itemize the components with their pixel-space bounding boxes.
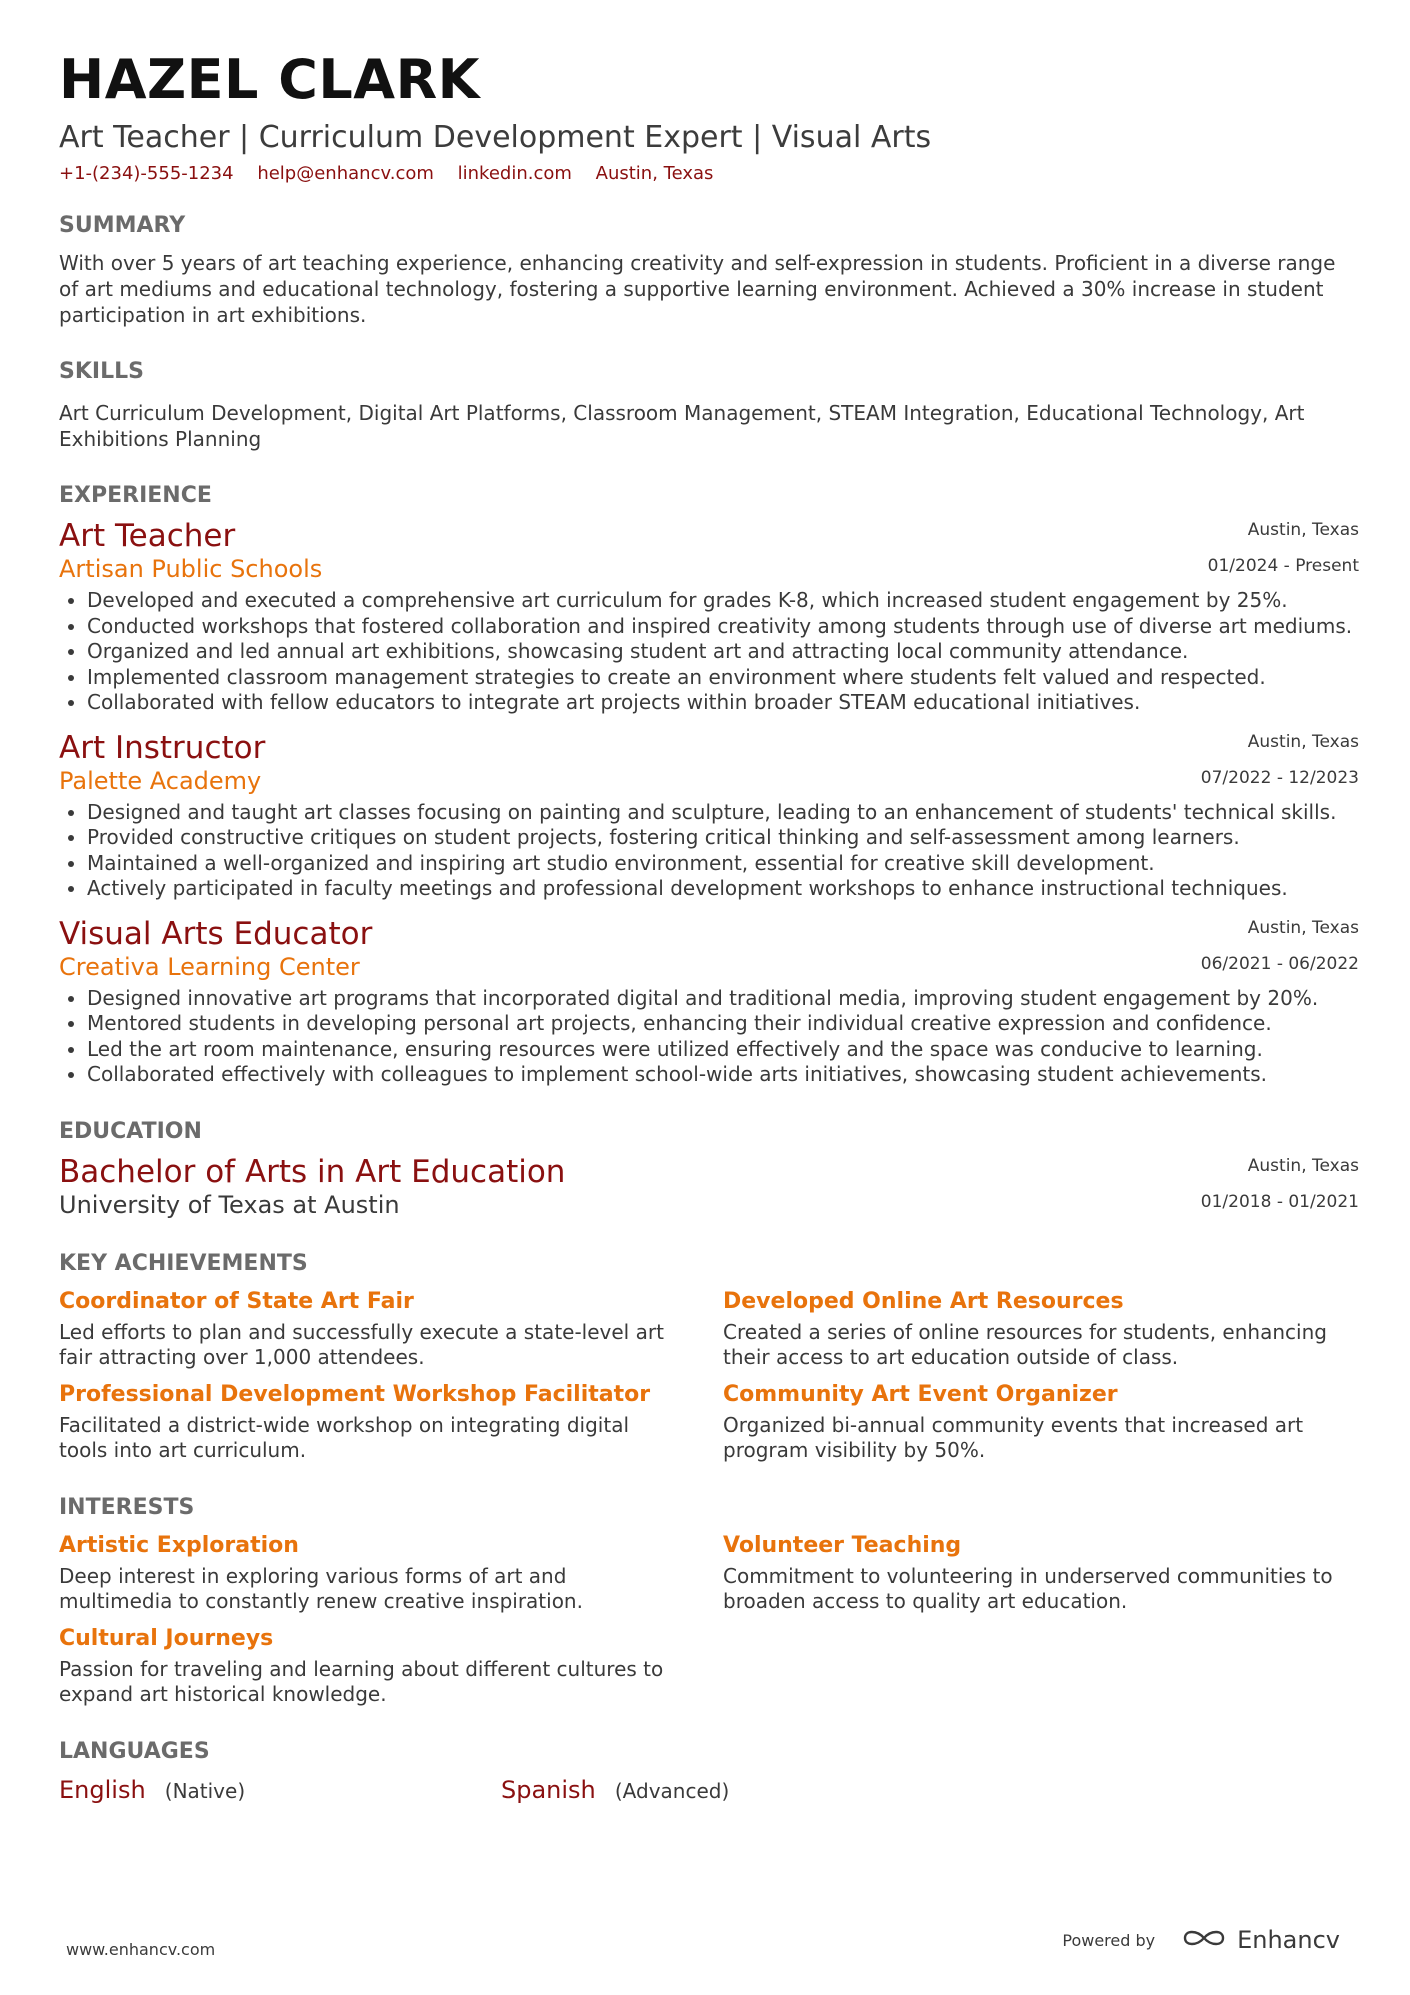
education-entry bbox=[59, 1154, 1359, 1220]
job-bullet: • Maintained a well-organized and inspiring art studio environment, essential for creative skill development. bbox=[87, 851, 1359, 877]
achievement-title: Developed Online Art Resources bbox=[723, 1288, 1124, 1314]
language-item bbox=[59, 1776, 501, 1804]
achievement-title: Professional Development Workshop Facilitator bbox=[59, 1381, 651, 1407]
job-dates: 01/2024 - Present bbox=[1207, 556, 1359, 576]
contact-email[interactable]: help@enhancv.com bbox=[257, 163, 434, 184]
achievements-section-title: KEY ACHIEVEMENTS bbox=[59, 1250, 308, 1276]
languages-list bbox=[59, 1776, 1359, 1804]
interest-item bbox=[59, 1522, 723, 1615]
achievement-title: Community Art Event Organizer bbox=[723, 1381, 1118, 1407]
skills-text: Art Curriculum Development, Digital Art Platforms, Classroom Management, STEAM Integration, Educational Technology, Art Exhibitions Planning bbox=[59, 401, 1305, 451]
interest-item bbox=[723, 1522, 1359, 1615]
interest-desc: Commitment to volunteering in underserved communities to broaden access to quality art education. bbox=[723, 1563, 1333, 1613]
job-bullet: • Designed and taught art classes focusing on painting and sculpture, leading to an enhancement of students' technical skills. bbox=[87, 800, 1359, 826]
job-bullet: • Provided constructive critiques on student projects, fostering critical thinking and self-assessment among learners. bbox=[87, 825, 1359, 851]
achievement-title: Coordinator of State Art Fair bbox=[59, 1288, 414, 1314]
achievement-desc: Led efforts to plan and successfully execute a state-level art fair attracting over 1,000 attendees. bbox=[59, 1319, 664, 1369]
job-location: Austin, Texas bbox=[1247, 917, 1359, 938]
degree-title: Bachelor of Arts in Art Education bbox=[59, 1153, 566, 1190]
job-bullet: • Implemented classroom management strategies to create an environment where students felt valued and respected. bbox=[87, 665, 1359, 691]
job-bullet: • Led the art room maintenance, ensuring resources were utilized effectively and the space was conducive to learning. bbox=[87, 1037, 1359, 1063]
job-bullet: • Conducted workshops that fostered collaboration and inspired creativity among students through use of diverse art mediums. bbox=[87, 614, 1359, 640]
school-name: University of Texas at Austin bbox=[59, 1190, 400, 1219]
interest-title: Volunteer Teaching bbox=[723, 1532, 962, 1558]
job-bullet: • Organized and led annual art exhibitions, showcasing student art and attracting local community attendance. bbox=[87, 639, 1359, 665]
language-level: (Native) bbox=[164, 1778, 246, 1803]
job-bullets bbox=[59, 986, 1359, 1088]
achievement-desc: Facilitated a district-wide workshop on integrating digital tools into art curriculum. bbox=[59, 1412, 630, 1462]
skills-section-title: SKILLS bbox=[59, 359, 144, 384]
experience-section-title: EXPERIENCE bbox=[59, 483, 212, 508]
interest-title: Artistic Exploration bbox=[59, 1532, 299, 1558]
contact-location: Austin, Texas bbox=[595, 163, 714, 184]
job-title: Visual Arts Educator bbox=[59, 915, 373, 952]
job-entry bbox=[59, 730, 1359, 902]
language-name: Spanish bbox=[501, 1775, 596, 1804]
languages-section-title: LANGUAGES bbox=[59, 1738, 210, 1764]
achievement-item bbox=[723, 1371, 1359, 1464]
job-location: Austin, Texas bbox=[1247, 520, 1359, 540]
job-dates: 06/2021 - 06/2022 bbox=[1200, 953, 1359, 974]
interest-desc: Passion for traveling and learning about different cultures to expand art historical knowledge. bbox=[59, 1656, 664, 1706]
brand-name: Enhancv bbox=[1237, 1926, 1340, 1954]
job-company: Palette Academy bbox=[59, 766, 262, 795]
job-bullet: • Designed innovative art programs that incorporated digital and traditional media, improving student engagement by 20%. bbox=[87, 986, 1359, 1012]
resume-page bbox=[59, 48, 1359, 1804]
job-company: Creativa Learning Center bbox=[59, 952, 360, 981]
job-bullet: • Developed and executed a comprehensive art curriculum for grades K-8, which increased student engagement by 25%. bbox=[87, 588, 1359, 614]
powered-by-label: Powered by bbox=[1062, 1930, 1156, 1950]
enhancv-logo-icon bbox=[1181, 1926, 1227, 1954]
interest-desc: Deep interest in exploring various forms of art and multimedia to constantly renew creative inspiration. bbox=[59, 1563, 583, 1613]
job-entry bbox=[59, 916, 1359, 1088]
job-bullet: • Actively participated in faculty meetings and professional development workshops to enhance instructional techniques. bbox=[87, 876, 1359, 902]
interest-item bbox=[59, 1615, 723, 1708]
language-name: English bbox=[59, 1775, 146, 1804]
footer-website[interactable]: www.enhancv.com bbox=[66, 1940, 216, 1959]
achievement-item bbox=[59, 1278, 723, 1371]
language-item bbox=[501, 1776, 943, 1804]
summary-text: With over 5 years of art teaching experience, enhancing creativity and self-expression in students. Proficient in a diverse range of art mediums and educational technology, fostering a supportive learning environment. Achieved a 30% increase in student participation in art exhibitions. bbox=[59, 251, 1336, 327]
education-location: Austin, Texas bbox=[1247, 1155, 1359, 1176]
education-dates: 01/2018 - 01/2021 bbox=[1200, 1191, 1359, 1212]
language-level: (Advanced) bbox=[614, 1778, 730, 1803]
job-company: Artisan Public Schools bbox=[59, 555, 323, 583]
achievements-grid bbox=[59, 1278, 1359, 1464]
interests-grid bbox=[59, 1522, 1359, 1708]
interests-section-title: INTERESTS bbox=[59, 1494, 195, 1520]
job-bullet: • Collaborated effectively with colleagues to implement school-wide arts initiatives, showcasing student achievements. bbox=[87, 1062, 1359, 1088]
achievement-item bbox=[723, 1278, 1359, 1371]
education-section-title: EDUCATION bbox=[59, 1118, 202, 1144]
contact-linkedin[interactable]: linkedin.com bbox=[457, 163, 572, 184]
job-bullet: • Mentored students in developing personal art projects, enhancing their individual creative expression and confidence. bbox=[87, 1011, 1359, 1037]
contact-info bbox=[59, 162, 1359, 186]
job-location: Austin, Texas bbox=[1247, 731, 1359, 752]
job-title: Art Instructor bbox=[59, 729, 266, 766]
job-dates: 07/2022 - 12/2023 bbox=[1200, 767, 1359, 788]
headline: Art Teacher | Curriculum Development Expert | Visual Arts bbox=[59, 120, 932, 155]
contact-phone[interactable]: +1-(234)-555-1234 bbox=[59, 163, 234, 184]
candidate-name: HAZEL CLARK bbox=[59, 48, 480, 111]
summary-section-title: SUMMARY bbox=[59, 213, 186, 238]
job-bullets bbox=[59, 588, 1359, 716]
job-bullet: • Collaborated with fellow educators to integrate art projects within broader STEAM educational initiatives. bbox=[87, 690, 1359, 716]
interest-title: Cultural Journeys bbox=[59, 1625, 274, 1651]
achievement-item bbox=[59, 1371, 723, 1464]
job-bullets bbox=[59, 800, 1359, 902]
footer-branding bbox=[1062, 1926, 1340, 1954]
achievement-desc: Organized bi-annual community events that increased art program visibility by 50%. bbox=[723, 1412, 1304, 1462]
job-entry bbox=[59, 518, 1359, 716]
achievement-desc: Created a series of online resources for students, enhancing their access to art education outside of class. bbox=[723, 1319, 1327, 1369]
job-title: Art Teacher bbox=[59, 518, 236, 554]
